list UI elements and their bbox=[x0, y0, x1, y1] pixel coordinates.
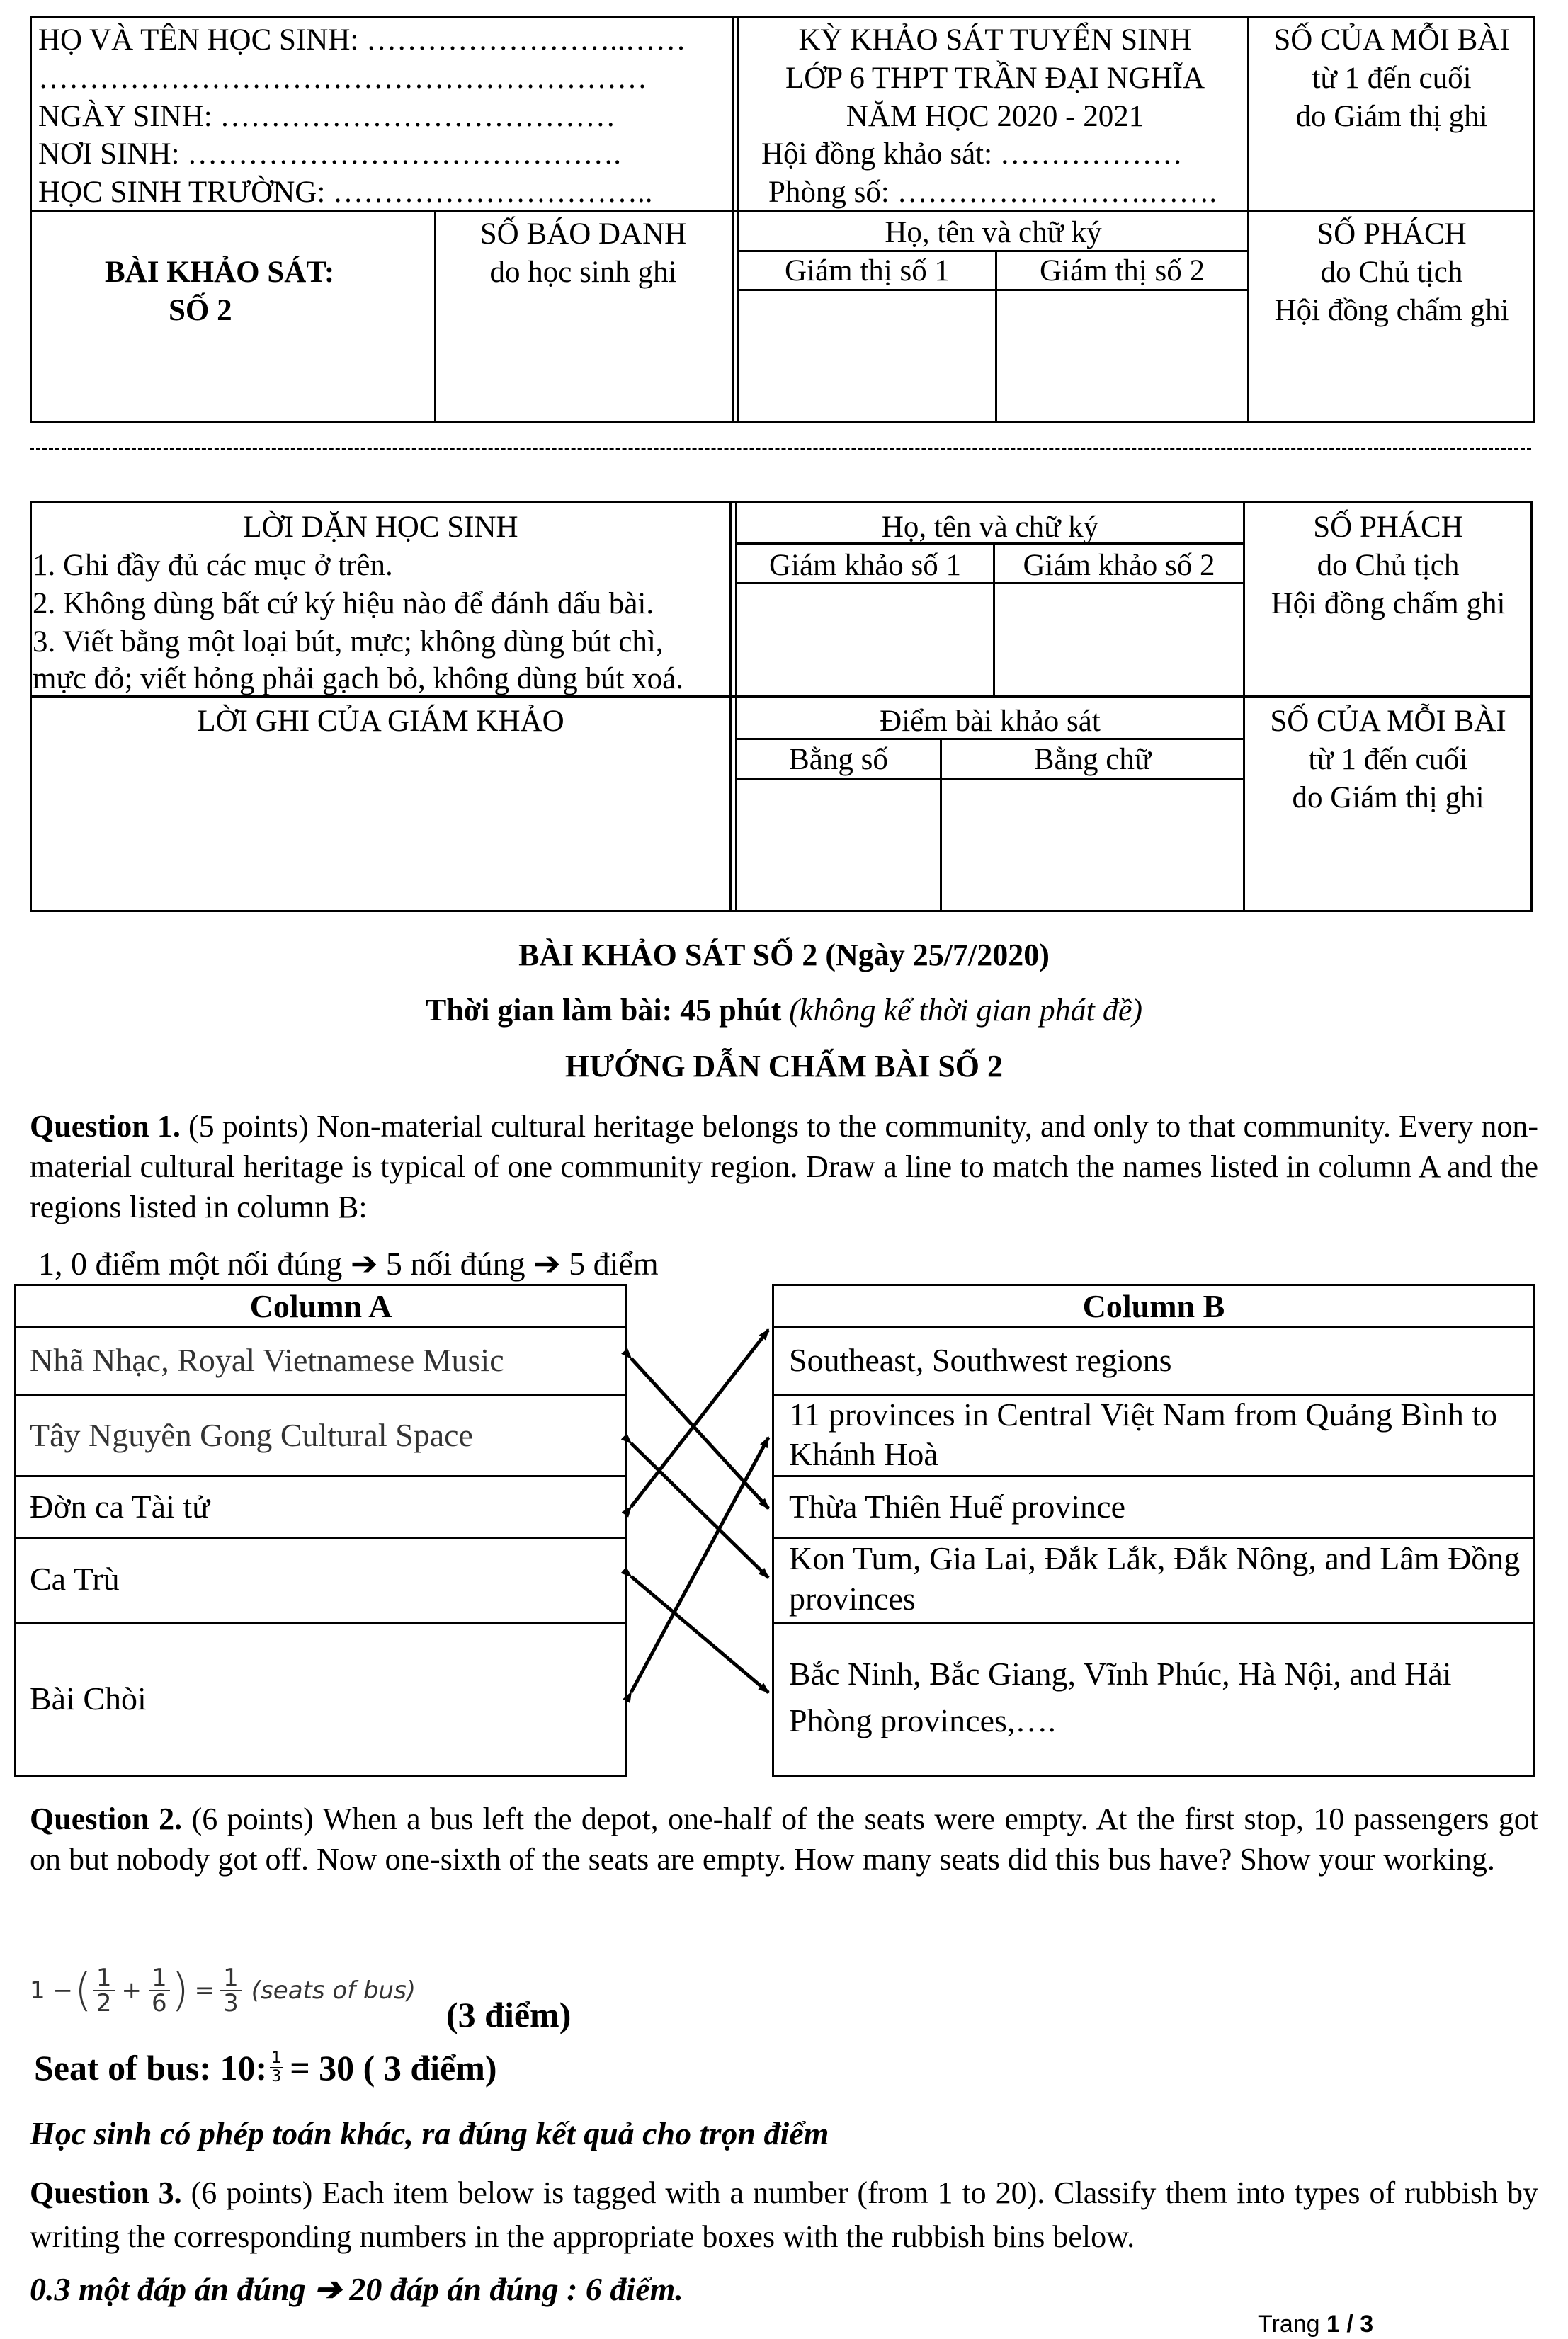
q2-answer bbox=[34, 2045, 497, 2090]
code-number-sub1-lower: do Chủ tịch bbox=[1317, 549, 1460, 582]
date-of-birth-field[interactable]: NGÀY SINH: ………………………………… bbox=[38, 100, 616, 133]
column-b-item-2[interactable]: 11 provinces in Central Việt Nam from Quảng Bình to Khánh Hoà bbox=[789, 1396, 1498, 1472]
supervisors-title: Họ, tên và chữ ký bbox=[885, 216, 1102, 249]
score-number-label: Bằng số bbox=[789, 743, 888, 776]
instructions-title: LỜI DẶN HỌC SINH bbox=[243, 511, 518, 544]
q2-answer-suffix: = 30 ( 3 điểm) bbox=[290, 2048, 497, 2088]
match-line-3 bbox=[631, 1330, 768, 1507]
column-a-header: Column A bbox=[249, 1288, 392, 1324]
instruction-3: 3. Viết bằng một loại bút, mực; không dùng bút chì, bbox=[33, 625, 664, 659]
paper-number-sub1-lower: từ 1 đến cuối bbox=[1308, 743, 1468, 776]
formula-equals: = bbox=[194, 1976, 215, 2005]
column-a-item-4[interactable]: Ca Trù bbox=[30, 1561, 120, 1597]
examiners-title: Họ, tên và chữ ký bbox=[881, 511, 1099, 544]
exam-room-field[interactable]: Phòng số: …………………….……. bbox=[768, 176, 1217, 209]
column-b-item-3[interactable]: Thừa Thiên Huế province bbox=[789, 1489, 1125, 1525]
formula-prefix: 1 − bbox=[30, 1976, 73, 2005]
examiner-1-label: Giám khảo số 1 bbox=[768, 549, 962, 582]
question-1-text: (5 points) Non-material cultural heritage belongs to the community, and only to that community. Every non-material cultural heritage is typical of one community region. Draw a line to match the names listed in column A and the regions listed in column B: bbox=[30, 1109, 1538, 1224]
match-line-1 bbox=[631, 1358, 768, 1508]
paper-number-sub1: từ 1 đến cuối bbox=[1312, 62, 1472, 95]
column-b-item-4[interactable]: Kon Tum, Gia Lai, Đắk Lắk, Đắk Nông, and Lâm Đồng provinces bbox=[789, 1540, 1521, 1617]
instruction-1: 1. Ghi đầy đủ các mục ở trên. bbox=[33, 549, 393, 582]
formula-paren-close: ) bbox=[171, 1964, 189, 2017]
column-a-item-1[interactable]: Nhã Nhạc, Royal Vietnamese Music bbox=[30, 1342, 504, 1378]
question-1-label: Question 1. bbox=[30, 1109, 181, 1144]
question-3 bbox=[30, 2171, 1538, 2259]
code-number-label-lower: SỐ PHÁCH bbox=[1313, 511, 1463, 544]
paper-number-label-lower: SỐ CỦA MỖI BÀI bbox=[1270, 705, 1506, 738]
page-label: Trang bbox=[1258, 2311, 1320, 2338]
q2-answer-prefix: Seat of bus: 10: bbox=[34, 2048, 268, 2088]
paper-number-sub2-lower: do Giám thị ghi bbox=[1292, 781, 1484, 814]
score-words-label: Bằng chữ bbox=[1033, 743, 1152, 776]
paper-number-label: SỐ CỦA MỖI BÀI bbox=[1273, 23, 1510, 57]
formula-suffix: (seats of bus) bbox=[251, 1976, 416, 2005]
score-title: Điểm bài khảo sát bbox=[880, 705, 1101, 738]
exam-title-line2: LỚP 6 THPT TRẦN ĐẠI NGHĨA bbox=[785, 62, 1205, 95]
q2-formula bbox=[30, 1964, 416, 2018]
column-a-item-5[interactable]: Bài Chòi bbox=[30, 1680, 147, 1717]
supervisor-1-label: Giám thị số 1 bbox=[785, 254, 950, 288]
candidate-number-label: SỐ BÁO DANH bbox=[479, 217, 687, 251]
q2-note: Học sinh có phép toán khác, ra đúng kết quả cho trọn điểm bbox=[30, 2115, 829, 2151]
page-value: 1 / 3 bbox=[1326, 2311, 1374, 2338]
survey-number: SỐ 2 bbox=[169, 294, 232, 327]
supervisor-2-label: Giám thị số 2 bbox=[1040, 254, 1205, 288]
fraction-one-half: 1 2 bbox=[93, 1966, 115, 2015]
question-3-text: (6 points) Each item below is tagged with a number (from 1 to 20). Classify them into types of rubbish by writing the corresponding numbers in the appropriate boxes with the rubbish bins below. bbox=[30, 2175, 1539, 2254]
formula-paren-open: ( bbox=[74, 1964, 92, 2017]
column-b-item-5[interactable]: Bắc Ninh, Bắc Giang, Vĩnh Phúc, Hà Nội, and Hải Phòng provinces,…. bbox=[789, 1656, 1452, 1738]
q2-answer-fraction: $\frac{1}{3}$ bbox=[271, 2049, 282, 2085]
code-number-sub1: do Chủ tịch bbox=[1320, 256, 1463, 289]
exam-title-line3: NĂM HỌC 2020 - 2021 bbox=[846, 100, 1144, 133]
question-2 bbox=[30, 1799, 1538, 1879]
place-of-birth-field[interactable]: NƠI SINH: ……………………………………. bbox=[38, 137, 621, 171]
survey-label: BÀI KHẢO SÁT: bbox=[105, 256, 335, 289]
candidate-number-sub: do học sinh ghi bbox=[489, 256, 677, 289]
survey-title: BÀI KHẢO SÁT SỐ 2 (Ngày 25/7/2020) bbox=[518, 938, 1050, 972]
code-number-sub2: Hội đồng chấm ghi bbox=[1274, 294, 1509, 327]
page-number bbox=[1258, 2310, 1373, 2338]
column-b-header: Column B bbox=[1082, 1288, 1225, 1324]
column-b-item-1[interactable]: Southeast, Southwest regions bbox=[789, 1342, 1172, 1378]
exam-council-field[interactable]: Hội đồng khảo sát: ……………… bbox=[761, 137, 1183, 171]
code-number-label: SỐ PHÁCH bbox=[1317, 217, 1467, 251]
instruction-3-cont: mực đỏ; viết hỏng phải gạch bỏ, không dùng bút xoá. bbox=[33, 662, 683, 695]
column-a-item-2[interactable]: Tây Nguyên Gong Cultural Space bbox=[30, 1417, 473, 1453]
question-2-text: (6 points) When a bus left the depot, one-half of the seats were empty. At the first stop, 10 passengers got on but nobody got off. Now one-sixth of the seats are empty. How many seats did this bus have? Show your working. bbox=[30, 1802, 1539, 1877]
grading-guide-title: HƯỚNG DẪN CHẤM BÀI SỐ 2 bbox=[564, 1049, 1004, 1083]
student-name-continuation[interactable]: …………………………………………………… bbox=[38, 62, 647, 95]
formula-plus: + bbox=[121, 1976, 142, 2005]
instruction-2: 2. Không dùng bất cứ ký hiệu nào để đánh dấu bài. bbox=[33, 587, 654, 620]
fraction-one-third: $\frac{1}{3}$ bbox=[220, 1966, 242, 2015]
q3-scoring: 0.3 một đáp án đúng ➔ 20 đáp án đúng : 6 điểm. bbox=[30, 2271, 683, 2307]
match-line-4 bbox=[631, 1576, 768, 1692]
q2-points-1: (3 điểm) bbox=[446, 1995, 572, 2034]
examiner-notes-title: LỜI GHI CỦA GIÁM KHẢO bbox=[197, 705, 564, 738]
time-allowed-note: (không kể thời gian phát đề) bbox=[789, 993, 1143, 1028]
column-a-item-3[interactable]: Đờn ca Tài tử bbox=[30, 1489, 210, 1525]
exam-title-line1: KỲ KHẢO SÁT TUYỂN SINH bbox=[798, 23, 1192, 57]
code-number-sub2-lower: Hội đồng chấm ghi bbox=[1271, 587, 1506, 620]
fraction-one-sixth: $\frac{1}{6}$ bbox=[149, 1966, 170, 2015]
paper-number-sub2: do Giám thị ghi bbox=[1295, 100, 1488, 133]
match-line-5 bbox=[631, 1438, 768, 1692]
question-3-label: Question 3. bbox=[30, 2175, 182, 2210]
student-name-field[interactable]: HỌ VÀ TÊN HỌC SINH: ……………………..…… bbox=[38, 23, 686, 57]
student-school-field[interactable]: HỌC SINH TRƯỜNG: ………………………….. bbox=[38, 176, 653, 209]
examiner-2-label: Giám khảo số 2 bbox=[1023, 549, 1215, 582]
question-2-label: Question 2. bbox=[30, 1802, 183, 1836]
time-allowed-bold: Thời gian làm bài: 45 phút bbox=[425, 993, 782, 1028]
match-line-2 bbox=[631, 1443, 768, 1578]
question-1-scoring: 1, 0 điểm một nối đúng ➔ 5 nối đúng ➔ 5 điểm bbox=[38, 1246, 659, 1282]
